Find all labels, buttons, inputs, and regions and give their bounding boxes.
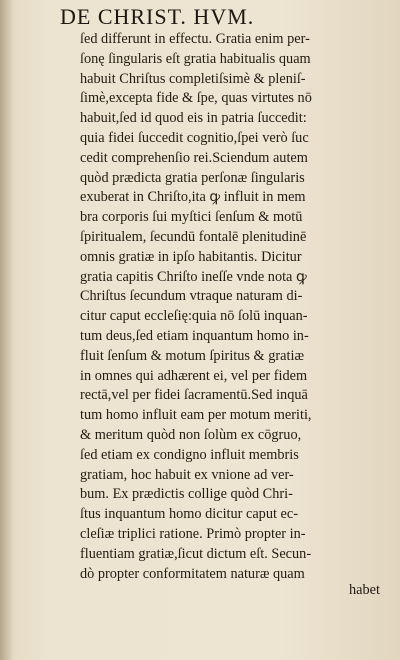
text-line: tum deus,ſed etiam inquantum homo in- bbox=[80, 327, 309, 344]
text-line: rectā,vel per fidei ſacramentū.Sed inquā bbox=[80, 387, 308, 404]
text-line: bra corporis ſui myſtici ſenſum & motū bbox=[80, 209, 303, 226]
text-line: ſed differunt in effectu. Gratia enim per- bbox=[80, 31, 310, 47]
text-line: fluentiam gratiæ,ſicut dictum eſt. Secun- bbox=[80, 545, 312, 562]
text-line: gratia capitis Chriſto ineſſe vnde nota ꝙ bbox=[80, 268, 307, 285]
text-line: in omnes qui adhærent ei, vel per fidem bbox=[80, 367, 308, 384]
text-line: ſonę ſingularis eſt gratia habitualis quam bbox=[80, 50, 311, 67]
text-line: cedit comprehenſio rei.Sciendum autem bbox=[80, 149, 308, 166]
text-line: habuit Chriſtus completiſsimè & pleniſ- bbox=[80, 70, 306, 87]
text-line: cleſiæ triplici ratione. Primò propter in- bbox=[80, 525, 306, 542]
binding-shadow bbox=[0, 0, 14, 660]
text-line: tum homo influit eam per motum meriti, bbox=[80, 407, 312, 424]
text-line: omnis gratiæ in ipſo habitantis. Dicitur bbox=[80, 248, 302, 265]
text-line: bum. Ex prædictis collige quòd Chri- bbox=[80, 486, 293, 503]
body-text bbox=[80, 30, 376, 584]
text-line: ſed etiam ex condigno influit membris bbox=[80, 446, 299, 463]
catchword: habet bbox=[349, 582, 380, 598]
running-head: DE CHRIST. HVM. bbox=[60, 4, 255, 29]
text-line: quòd prædicta gratia perſonæ ſingularis bbox=[80, 169, 305, 186]
text-line: ſpiritualem, ſecundū fontalē plenitudinē bbox=[80, 228, 307, 245]
text-line: ſimè,excepta fide & ſpe, quas virtutes nō bbox=[80, 90, 312, 107]
text-line: Chriſtus ſecundum vtraque naturam di- bbox=[80, 288, 303, 305]
text-line: ſtus inquantum homo dicitur caput ec- bbox=[80, 506, 298, 523]
text-line: citur caput eccleſię:quia nō ſolū inquan- bbox=[80, 308, 308, 325]
text-line: habuit,ſed id quod eis in patria ſuccedit: bbox=[80, 110, 307, 127]
text-line: gratiam, hoc habuit ex vnione ad ver- bbox=[80, 466, 294, 483]
text-line: exuberat in Chriſto,ita ꝙ influit in mem bbox=[80, 189, 306, 206]
text-line: quia fidei ſuccedit cognitio,ſpei verò ſuc bbox=[80, 129, 309, 146]
text-line: fluit ſenſum & motum ſpiritus & gratiæ bbox=[80, 347, 304, 364]
text-line: & meritum quòd non ſolùm ex cōgruo, bbox=[80, 426, 302, 443]
text-line: dò propter conformitatem naturæ quam bbox=[80, 565, 305, 582]
